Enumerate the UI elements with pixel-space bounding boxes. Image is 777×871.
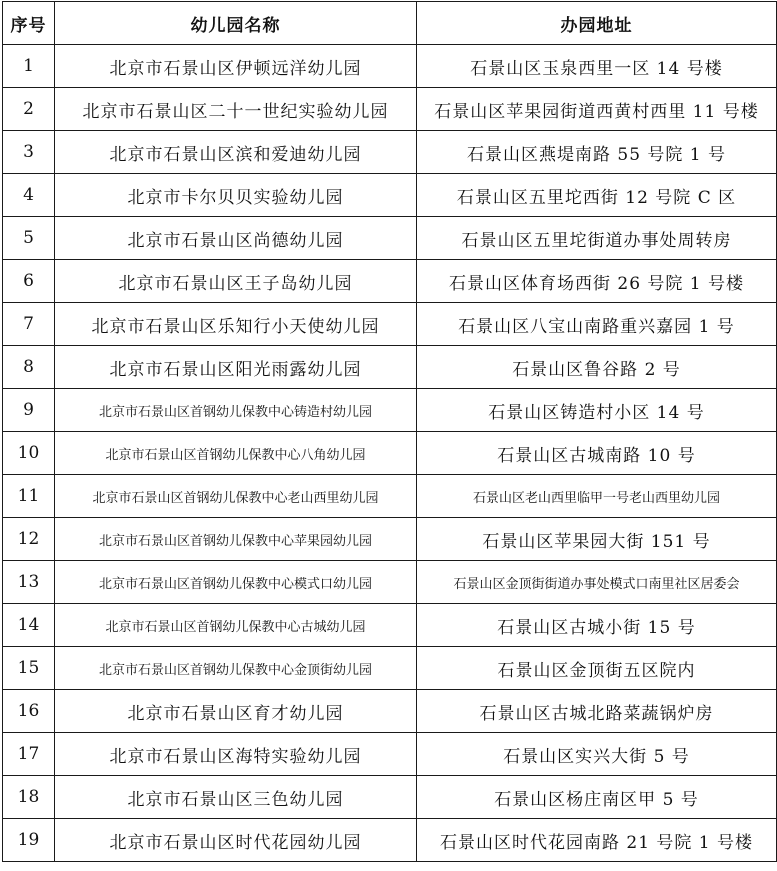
kindergarten-address-cell: 石景山区实兴大街 5 号 xyxy=(417,733,777,776)
header-address: 办园地址 xyxy=(417,2,777,45)
kindergarten-address-cell: 石景山区铸造村小区 14 号 xyxy=(417,389,777,432)
kindergarten-address-cell: 石景山区燕堤南路 55 号院 1 号 xyxy=(417,131,777,174)
kindergarten-address-cell: 石景山区苹果园街道西黄村西里 11 号楼 xyxy=(417,88,777,131)
row-index-cell: 16 xyxy=(3,690,55,733)
kindergarten-address-cell: 石景山区老山西里临甲一号老山西里幼儿园 xyxy=(417,475,777,518)
table-body xyxy=(3,45,777,862)
kindergarten-name-cell: 北京市石景山区首钢幼儿保教中心老山西里幼儿园 xyxy=(55,475,417,518)
header-name: 幼儿园名称 xyxy=(55,2,417,45)
kindergarten-address-cell: 石景山区古城南路 10 号 xyxy=(417,432,777,475)
kindergarten-name-cell: 北京市石景山区二十一世纪实验幼儿园 xyxy=(55,88,417,131)
row-index-cell: 7 xyxy=(3,303,55,346)
kindergarten-address-cell: 石景山区金顶街五区院内 xyxy=(417,647,777,690)
row-index-cell: 3 xyxy=(3,131,55,174)
row-index-cell: 6 xyxy=(3,260,55,303)
kindergarten-name-cell: 北京市石景山区伊顿远洋幼儿园 xyxy=(55,45,417,88)
row-index-cell: 9 xyxy=(3,389,55,432)
kindergarten-name-cell: 北京市石景山区首钢幼儿保教中心苹果园幼儿园 xyxy=(55,518,417,561)
row-index-cell: 13 xyxy=(3,561,55,604)
kindergarten-name-cell: 北京市石景山区乐知行小天使幼儿园 xyxy=(55,303,417,346)
table-row xyxy=(3,604,777,647)
kindergarten-table xyxy=(2,1,777,862)
kindergarten-name-cell: 北京市石景山区时代花园幼儿园 xyxy=(55,819,417,862)
table-row xyxy=(3,131,777,174)
kindergarten-name-cell: 北京市石景山区阳光雨露幼儿园 xyxy=(55,346,417,389)
table-row xyxy=(3,260,777,303)
kindergarten-name-cell: 北京市石景山区滨和爱迪幼儿园 xyxy=(55,131,417,174)
table-row xyxy=(3,776,777,819)
header-row xyxy=(3,2,777,45)
row-index-cell: 19 xyxy=(3,819,55,862)
kindergarten-name-cell: 北京市石景山区育才幼儿园 xyxy=(55,690,417,733)
table-row xyxy=(3,561,777,604)
kindergarten-address-cell: 石景山区杨庄南区甲 5 号 xyxy=(417,776,777,819)
table-row xyxy=(3,475,777,518)
row-index-cell: 11 xyxy=(3,475,55,518)
kindergarten-address-cell: 石景山区时代花园南路 21 号院 1 号楼 xyxy=(417,819,777,862)
table-row xyxy=(3,819,777,862)
kindergarten-address-cell: 石景山区八宝山南路重兴嘉园 1 号 xyxy=(417,303,777,346)
table-row xyxy=(3,174,777,217)
row-index-cell: 2 xyxy=(3,88,55,131)
table-row xyxy=(3,647,777,690)
kindergarten-address-cell: 石景山区五里坨街道办事处周转房 xyxy=(417,217,777,260)
table-row xyxy=(3,733,777,776)
kindergarten-name-cell: 北京市石景山区首钢幼儿保教中心铸造村幼儿园 xyxy=(55,389,417,432)
kindergarten-address-cell: 石景山区金顶街街道办事处模式口南里社区居委会 xyxy=(417,561,777,604)
kindergarten-address-cell: 石景山区玉泉西里一区 14 号楼 xyxy=(417,45,777,88)
table-row xyxy=(3,45,777,88)
kindergarten-name-cell: 北京市石景山区首钢幼儿保教中心金顶街幼儿园 xyxy=(55,647,417,690)
kindergarten-name-cell: 北京市石景山区王子岛幼儿园 xyxy=(55,260,417,303)
row-index-cell: 12 xyxy=(3,518,55,561)
row-index-cell: 8 xyxy=(3,346,55,389)
kindergarten-name-cell: 北京市石景山区首钢幼儿保教中心古城幼儿园 xyxy=(55,604,417,647)
row-index-cell: 1 xyxy=(3,45,55,88)
row-index-cell: 5 xyxy=(3,217,55,260)
table-row xyxy=(3,303,777,346)
table-row xyxy=(3,690,777,733)
table-row xyxy=(3,432,777,475)
kindergarten-address-cell: 石景山区古城北路菜蔬锅炉房 xyxy=(417,690,777,733)
kindergarten-name-cell: 北京市石景山区首钢幼儿保教中心模式口幼儿园 xyxy=(55,561,417,604)
kindergarten-name-cell: 北京市石景山区三色幼儿园 xyxy=(55,776,417,819)
row-index-cell: 10 xyxy=(3,432,55,475)
row-index-cell: 15 xyxy=(3,647,55,690)
table-row xyxy=(3,518,777,561)
kindergarten-address-cell: 石景山区古城小街 15 号 xyxy=(417,604,777,647)
row-index-cell: 4 xyxy=(3,174,55,217)
kindergarten-address-cell: 石景山区体育场西街 26 号院 1 号楼 xyxy=(417,260,777,303)
kindergarten-address-cell: 石景山区鲁谷路 2 号 xyxy=(417,346,777,389)
table-header xyxy=(3,2,777,45)
kindergarten-name-cell: 北京市石景山区首钢幼儿保教中心八角幼儿园 xyxy=(55,432,417,475)
table-row xyxy=(3,88,777,131)
kindergarten-name-cell: 北京市石景山区尚德幼儿园 xyxy=(55,217,417,260)
row-index-cell: 14 xyxy=(3,604,55,647)
table-row xyxy=(3,346,777,389)
table-row xyxy=(3,389,777,432)
row-index-cell: 17 xyxy=(3,733,55,776)
header-index: 序号 xyxy=(3,2,55,45)
kindergarten-name-cell: 北京市卡尔贝贝实验幼儿园 xyxy=(55,174,417,217)
row-index-cell: 18 xyxy=(3,776,55,819)
kindergarten-address-cell: 石景山区苹果园大街 151 号 xyxy=(417,518,777,561)
table-row xyxy=(3,217,777,260)
kindergarten-name-cell: 北京市石景山区海特实验幼儿园 xyxy=(55,733,417,776)
kindergarten-address-cell: 石景山区五里坨西街 12 号院 C 区 xyxy=(417,174,777,217)
